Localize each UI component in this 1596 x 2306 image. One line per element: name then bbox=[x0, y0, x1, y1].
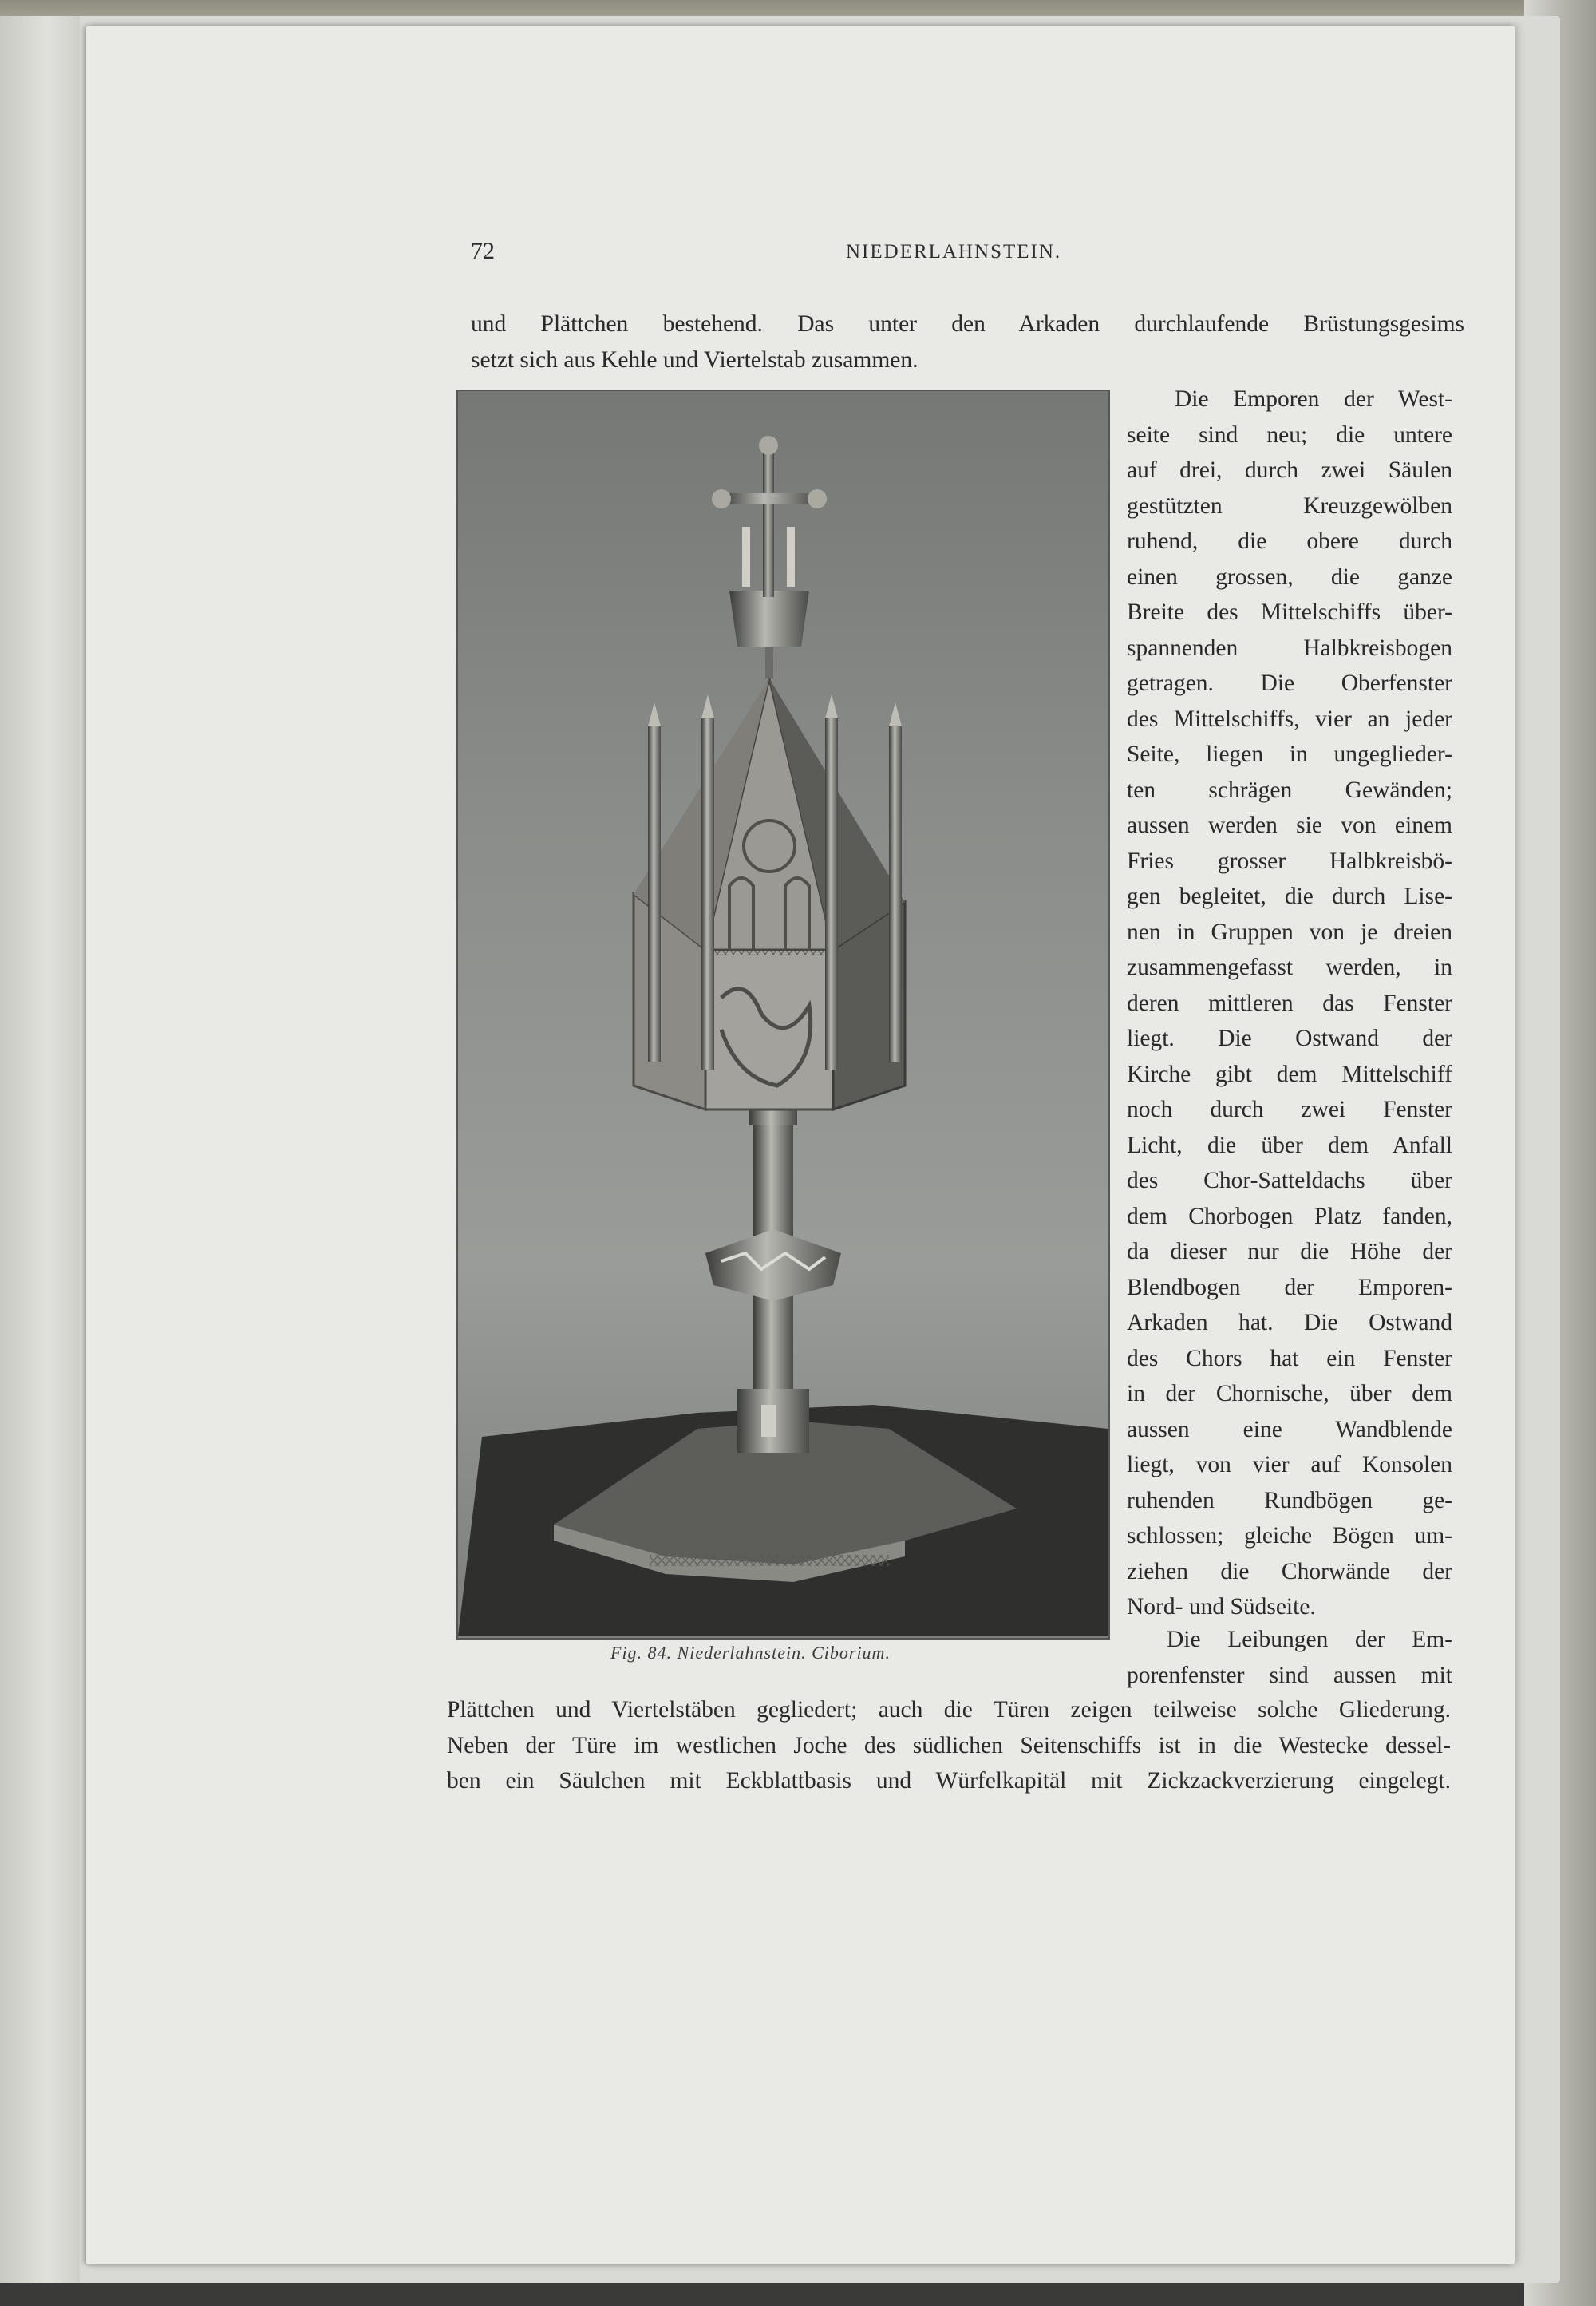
text-line: ben ein Säulchen mit Eckblattbasis und Würfelkapitäl mit Zickzackverzierung eingelegt. bbox=[447, 1768, 1451, 1794]
text-line: auf drei, durch zwei Säulen bbox=[1127, 457, 1452, 483]
closing-paragraph bbox=[447, 1692, 1451, 1799]
text-line: liegt. Die Ostwand der bbox=[1127, 1026, 1452, 1051]
page-number: 72 bbox=[471, 238, 495, 264]
text-line: Neben der Türe im westlichen Joche des südlichen Seitenschiffs ist in die Westecke dessel- bbox=[447, 1732, 1451, 1758]
text-line: des Chors hat ein Fenster bbox=[1127, 1345, 1452, 1371]
text-line: zusammengefasst werden, in bbox=[1127, 955, 1452, 980]
text-line: Arkaden hat. Die Ostwand bbox=[1127, 1310, 1452, 1335]
text-line: ziehen die Chorwände der bbox=[1127, 1558, 1452, 1584]
text-line: getragen. Die Oberfenster bbox=[1127, 670, 1452, 696]
text-line: Die Emporen der West- bbox=[1175, 386, 1452, 412]
text-line: Blendbogen der Emporen- bbox=[1127, 1274, 1452, 1300]
page-stack-left bbox=[0, 16, 80, 2283]
ciborium-illustration bbox=[458, 391, 1108, 1638]
text-line: Licht, die über dem Anfall bbox=[1127, 1132, 1452, 1158]
text-line: Fries grosser Halbkreisbö- bbox=[1127, 848, 1452, 874]
running-title: NIEDERLAHNSTEIN. bbox=[846, 241, 1062, 263]
text-line: des Chor-Satteldachs über bbox=[1127, 1168, 1452, 1193]
text-line: deren mittleren das Fenster bbox=[1127, 990, 1452, 1016]
text-line: gestützten Kreuzgewölben bbox=[1127, 492, 1452, 519]
text-line: des Mittelschiffs, vier an jeder bbox=[1127, 706, 1452, 732]
text-line: setzt sich aus Kehle und Viertelstab zusammen. bbox=[471, 346, 918, 373]
text-line: und Plättchen bestehend. Das unter den Arkaden durchlaufende Brüstungsgesims bbox=[471, 311, 1464, 337]
ciborium-photograph bbox=[456, 390, 1110, 1640]
text-line: nen in Gruppen von je dreien bbox=[1127, 919, 1452, 945]
text-line: noch durch zwei Fenster bbox=[1127, 1097, 1452, 1122]
text-line: einen grossen, die ganze bbox=[1127, 564, 1452, 590]
text-line: ruhenden Rundbögen ge- bbox=[1127, 1487, 1452, 1513]
second-paragraph bbox=[1127, 1622, 1452, 1693]
text-line: Seite, liegen in ungeglieder- bbox=[1127, 742, 1452, 767]
text-line: Nord- und Südseite. bbox=[1127, 1594, 1316, 1620]
text-line: Plättchen und Viertelstäben gegliedert; auch die Türen zeigen teilweise solche Gliederung. bbox=[447, 1697, 1451, 1723]
text-line: aussen werden sie von einem bbox=[1127, 813, 1452, 838]
page-header bbox=[471, 238, 1452, 270]
figure-caption: Fig. 84. Niederlahnstein. Ciborium. bbox=[610, 1643, 891, 1663]
side-column-paragraph bbox=[1127, 382, 1452, 1625]
text-line: Breite des Mittelschiffs über- bbox=[1127, 599, 1452, 625]
text-line: da dieser nur die Höhe der bbox=[1127, 1239, 1452, 1264]
text-line: Die Leibungen der Em- bbox=[1167, 1627, 1452, 1652]
text-line: ten schrägen Gewänden; bbox=[1127, 777, 1452, 803]
text-line: aussen eine Wandblende bbox=[1127, 1416, 1452, 1442]
text-line: ruhend, die obere durch bbox=[1127, 528, 1452, 554]
text-line: in der Chornische, über dem bbox=[1127, 1381, 1452, 1406]
text-line: gen begleitet, die durch Lise- bbox=[1127, 884, 1452, 909]
text-line: Kirche gibt dem Mittelschiff bbox=[1127, 1061, 1452, 1087]
text-line: porenfenster sind aussen mit bbox=[1127, 1662, 1452, 1688]
text-line: liegt, von vier auf Konsolen bbox=[1127, 1452, 1452, 1477]
text-line: seite sind neu; die untere bbox=[1127, 421, 1452, 448]
text-line: spannenden Halbkreisbogen bbox=[1127, 635, 1452, 661]
text-line: dem Chorbogen Platz fanden, bbox=[1127, 1203, 1452, 1229]
intro-paragraph bbox=[471, 307, 1464, 378]
text-line: schlossen; gleiche Bögen um- bbox=[1127, 1523, 1452, 1549]
